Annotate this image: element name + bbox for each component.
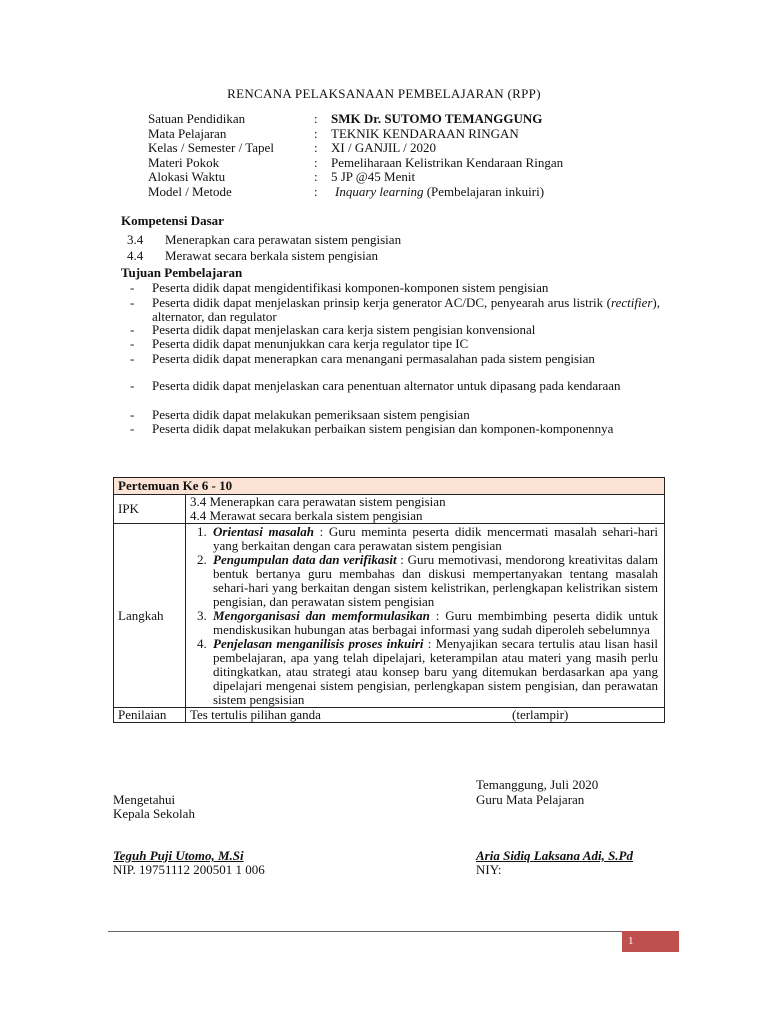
kompetensi-num: 4.4 bbox=[127, 248, 144, 263]
step-sep: : bbox=[423, 636, 436, 651]
kompetensi-heading: Kompetensi Dasar bbox=[121, 213, 224, 228]
penilaian-label: Penilaian bbox=[114, 708, 186, 723]
step-sep: : bbox=[396, 552, 408, 567]
identity-label: Materi Pokok bbox=[148, 155, 220, 170]
step-item bbox=[190, 553, 658, 609]
ipk-line: 3.4 Menerapkan cara perawatan sistem pengisian bbox=[190, 494, 446, 509]
identity-value: SMK Dr. SUTOMO TEMANGGUNG bbox=[331, 111, 543, 126]
step-num: 2. bbox=[197, 552, 207, 567]
step-num: 3. bbox=[197, 608, 207, 623]
dash: - bbox=[130, 295, 135, 310]
left-line1: Mengetahui bbox=[113, 792, 176, 807]
tujuan-heading: Tujuan Pembelajaran bbox=[121, 265, 243, 280]
dash: - bbox=[130, 378, 135, 393]
ipk-content bbox=[186, 495, 665, 524]
place-date: Temanggung, Juli 2020 bbox=[476, 777, 599, 792]
ipk-label: IPK bbox=[114, 495, 186, 524]
identity-value: TEKNIK KENDARAAN RINGAN bbox=[331, 126, 519, 141]
dash: - bbox=[130, 336, 135, 351]
dash: - bbox=[130, 407, 135, 422]
langkah-content bbox=[186, 524, 665, 708]
step-num: 4. bbox=[197, 636, 207, 651]
dash: - bbox=[130, 351, 135, 366]
footer-divider bbox=[108, 931, 622, 932]
identity-label: Kelas / Semester / Tapel bbox=[148, 140, 274, 155]
dash: - bbox=[130, 421, 135, 436]
identity-label: Alokasi Waktu bbox=[148, 169, 226, 184]
identity-value: Pemeliharaan Kelistrikan Kendaraan Ringan bbox=[331, 155, 564, 170]
tujuan-text: Peserta didik dapat menjelaskan cara kerja sistem pengisian konvensional bbox=[152, 322, 536, 337]
colon: : bbox=[314, 155, 318, 170]
right-role: Guru Mata Pelajaran bbox=[476, 792, 585, 807]
penilaian-content bbox=[186, 708, 665, 723]
table-header-row bbox=[114, 478, 665, 495]
method-italic: Inquary learning bbox=[335, 184, 424, 199]
penilaian-row bbox=[114, 708, 665, 723]
step-text: Guru meminta peserta didik mencermati masalah sehari-hari yang berkaitan dengan cara perawatan sistem pengisian bbox=[213, 524, 658, 553]
tujuan-text: Peserta didik dapat mengidentifikasi komponen-komponen sistem pengisian bbox=[152, 280, 549, 295]
ipk-line: 4.4 Merawat secara berkala sistem pengisian bbox=[190, 508, 423, 523]
italic-term: rectifier bbox=[611, 295, 653, 310]
penilaian-note: (terlampir) bbox=[512, 707, 569, 722]
meeting-table bbox=[113, 477, 665, 723]
left-signatory-name: Teguh Puji Utomo, M.Si bbox=[113, 848, 244, 863]
colon: : bbox=[314, 140, 318, 155]
identity-label: Model / Metode bbox=[148, 184, 232, 199]
right-signatory-name: Aria Sidiq Laksana Adi, S.Pd bbox=[476, 848, 633, 863]
colon: : bbox=[314, 111, 318, 126]
ipk-row bbox=[114, 495, 665, 524]
document-title: RENCANA PELAKSANAAN PEMBELAJARAN (RPP) bbox=[227, 86, 541, 101]
step-text: Guru memotivasi, mendorong kreativitas dalam bentuk bertanya guru membahas dan diskusi mempertanyakan tentang masalah sehari-hari yang berkaitan dengan sistem kelistrikan, perlengkapan kelistrikan sistem pengisian, dan perawatan sistem pengisian bbox=[213, 552, 658, 609]
step-title: Pengumpulan data dan verifikasit bbox=[213, 552, 397, 567]
kompetensi-text: Merawat secara berkala sistem pengisian bbox=[165, 248, 378, 263]
step-title: Mengorganisasi dan memformulasikan bbox=[213, 608, 430, 623]
tujuan-text: Peserta didik dapat menunjukkan cara kerja regulator tipe IC bbox=[152, 336, 469, 351]
table-header: Pertemuan Ke 6 - 10 bbox=[114, 478, 665, 495]
dash: - bbox=[130, 322, 135, 337]
identity-label: Satuan Pendidikan bbox=[148, 111, 246, 126]
step-sep: : bbox=[314, 524, 329, 539]
step-text: Menyajikan secara tertulis atau lisan hasil pembelajaran, apa yang telah dipelajari, keterampilan atau materi yang masih perlu ditingkatkan, atau strategi atau konsep baru yang ditemukan berdasarkan apa yang dipelajari mengenai sistem pengisian, perlengkapan sistem pengisian, dan perawatan sistem pengsisian bbox=[213, 636, 658, 707]
tujuan-text: Peserta didik dapat menjelaskan prinsip kerja generator AC/DC, penyearah arus listrik (rectifier), alternator, dan regulator bbox=[152, 295, 660, 324]
step-sep: : bbox=[429, 608, 446, 623]
step-title: Penjelasan menganilisis proses inkuiri bbox=[213, 636, 424, 651]
dash: - bbox=[130, 280, 135, 295]
right-signatory-id: NIY: bbox=[476, 862, 502, 877]
langkah-row bbox=[114, 524, 665, 708]
tujuan-text: Peserta didik dapat melakukan pemeriksaan sistem pengisian bbox=[152, 407, 470, 422]
step-title: Orientasi masalah bbox=[213, 524, 314, 539]
identity-value: 5 JP @45 Menit bbox=[331, 169, 416, 184]
step-num: 1. bbox=[197, 524, 207, 539]
kompetensi-num: 3.4 bbox=[127, 232, 144, 247]
penilaian-text: Tes tertulis pilihan ganda bbox=[190, 707, 321, 722]
identity-label: Mata Pelajaran bbox=[148, 126, 227, 141]
left-signatory-id: NIP. 19751112 200501 1 006 bbox=[113, 862, 265, 877]
kompetensi-text: Menerapkan cara perawatan sistem pengisian bbox=[165, 232, 402, 247]
method-rest: (Pembelajaran inkuiri) bbox=[426, 184, 545, 199]
step-item bbox=[190, 637, 658, 707]
step-text: Guru membimbing peserta didik untuk mendiskusikan hubungan atas berbagai informasi yang sudah diperoleh sebelumnya bbox=[213, 608, 658, 637]
tujuan-text: Peserta didik dapat menerapkan cara menangani permasalahan pada sistem pengisian bbox=[152, 351, 595, 366]
steps-list bbox=[190, 525, 658, 707]
tujuan-text: Peserta didik dapat melakukan perbaikan sistem pengisian dan komponen-komponennya bbox=[152, 421, 614, 436]
colon: : bbox=[314, 184, 318, 199]
langkah-label: Langkah bbox=[114, 524, 186, 708]
step-item bbox=[190, 525, 658, 553]
colon: : bbox=[314, 169, 318, 184]
step-item bbox=[190, 609, 658, 637]
left-line2: Kepala Sekolah bbox=[113, 806, 195, 821]
identity-value: XI / GANJIL / 2020 bbox=[331, 140, 436, 155]
colon: : bbox=[314, 126, 318, 141]
page-number: 1 bbox=[622, 931, 679, 952]
tujuan-text: Peserta didik dapat menjelaskan cara penentuan alternator untuk dipasang pada kendaraan bbox=[152, 378, 621, 393]
identity-value bbox=[335, 185, 544, 199]
